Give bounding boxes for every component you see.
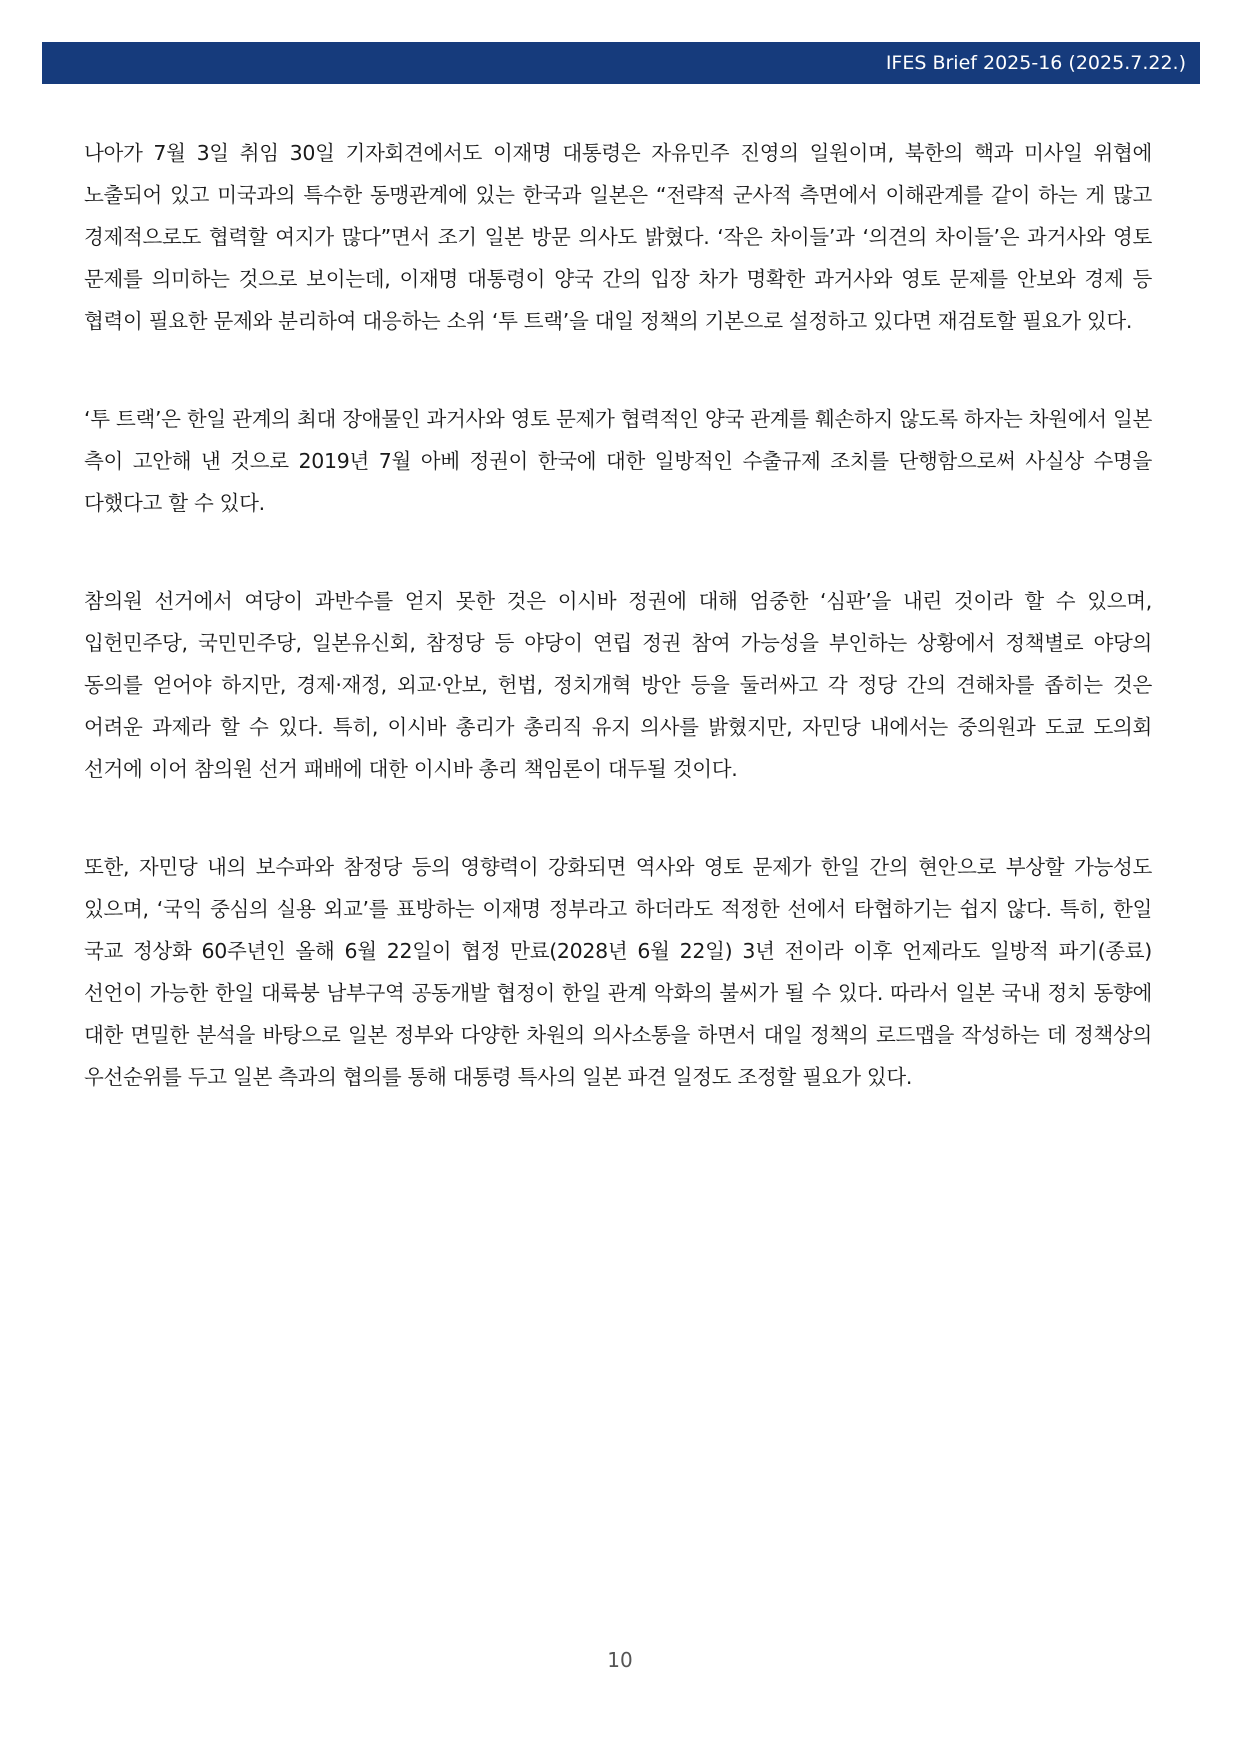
page-number: 10 bbox=[607, 1648, 633, 1672]
paragraph-3: 참의원 선거에서 여당이 과반수를 얻지 못한 것은 이시바 정권에 대해 엄중한 ‘심판’을 내린 것이라 할 수 있으며, 입헌민주당, 국민민주당, 일본유신회, 참정당 등 야당이 연립 정권 참여 가능성을 부인하는 상황에서 정책별로 야당의 동의를 얻어야 하지만, 경제·재정, 외교·안보, 헌법, 정치개혁 방안 등을 둘러싸고 각 정당 간의 견해차를 좁히는 것은 어려운 과제라 할 수 있다. 특히, 이시바 총리가 총리직 유지 의사를 밝혔지만, 자민당 내에서는 중의원과 도쿄 도의회 선거에 이어 참의원 선거 패배에 대한 이시바 총리 책임론이 대두될 것이다. bbox=[84, 589, 1152, 781]
paragraph-1: 나아가 7월 3일 취임 30일 기자회견에서도 이재명 대통령은 자유민주 진영의 일원이며, 북한의 핵과 미사일 위협에 노출되어 있고 미국과의 특수한 동맹관계에 있는 한국과 일본은 “전략적 군사적 측면에서 이해관계를 같이 하는 게 많고 경제적으로도 협력할 여지가 많다”면서 조기 일본 방문 의사도 밝혔다. ‘작은 차이들’과 ‘의견의 차이들’은 과거사와 영토 문제를 의미하는 것으로 보이는데, 이재명 대통령이 양국 간의 입장 차가 명확한 과거사와 영토 문제를 안보와 경제 등 협력이 필요한 문제와 분리하여 대응하는 소위 ‘투 트랙’을 대일 정책의 기본으로 설정하고 있다면 재검토할 필요가 있다. bbox=[84, 141, 1152, 333]
article-body bbox=[84, 132, 1152, 1154]
header-bar bbox=[42, 42, 1200, 84]
paragraph-2: ‘투 트랙’은 한일 관계의 최대 장애물인 과거사와 영토 문제가 협력적인 양국 관계를 훼손하지 않도록 하자는 차원에서 일본 측이 고안해 낸 것으로 2019년 7월 아베 정권이 한국에 대한 일방적인 수출규제 조치를 단행함으로써 사실상 수명을 다했다고 할 수 있다. bbox=[84, 407, 1152, 515]
paragraph-4: 또한, 자민당 내의 보수파와 참정당 등의 영향력이 강화되면 역사와 영토 문제가 한일 간의 현안으로 부상할 가능성도 있으며, ‘국익 중심의 실용 외교’를 표방하는 이재명 정부라고 하더라도 적정한 선에서 타협하기는 쉽지 않다. 특히, 한일 국교 정상화 60주년인 올해 6월 22일이 협정 만료(2028년 6월 22일) 3년 전이라 이후 언제라도 일방적 파기(종료) 선언이 가능한 한일 대륙붕 남부구역 공동개발 협정이 한일 관계 악화의 불씨가 될 수 있다. 따라서 일본 국내 정치 동향에 대한 면밀한 분석을 바탕으로 일본 정부와 다양한 차원의 의사소통을 하면서 대일 정책의 로드맵을 작성하는 데 정책상의 우선순위를 두고 일본 측과의 협의를 통해 대통령 특사의 일본 파견 일정도 조정할 필요가 있다. bbox=[84, 855, 1153, 1089]
brief-label: IFES Brief 2025-16 (2025.7.22.) bbox=[885, 52, 1186, 74]
